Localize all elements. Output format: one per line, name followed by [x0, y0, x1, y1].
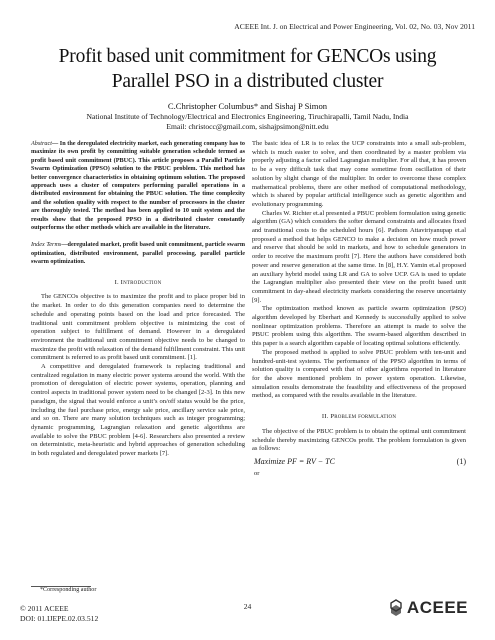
section-heading-introduction: I. Introduction	[114, 278, 162, 286]
paragraph: The basic idea of LR is to relax the UCP constraints into a small sub-problem, which is much easier to solve, and then coordinated by a master problem via properly adjusting a factor called Lagrangian multiplier. For all that, it has proven to be a very difficult task that may come sometime from oscillation of their solution by slight change of the multiplier. In order to overcome these complex mathematical problems, there are other method of computational methodology, which is shared by popular artificial intelligence such as genetic algorithm and evolutionary programming.	[252, 140, 466, 208]
index-terms	[31, 241, 245, 266]
equation-1	[252, 458, 466, 467]
aceee-logo-mark-icon	[389, 599, 403, 617]
left-column	[31, 140, 245, 459]
author-names: C.Christopher Columbus* and Sishaj P Simon	[167, 101, 328, 111]
paragraph: A competitive and deregulated framework is replacing traditional and centralized regulation in many electric power systems around the world. With the promotion of deregulation of electric power systems, operation, planning and control aspects in traditional power system need to be changed [2-3]. In this new paradigm, the signal that would enforce a unit’s on/off status would be the price, including the fuel purchase price, energy sale price, ancillary service sale price, and so on. There are many solution techniques such as integer programming; dynamic programming, Lagrangian relaxation and genetic algorithms are available to solve the PBUC problem [4-6]. Researchers also presented a review on deterministic, meta-heuristic and hybrid approaches of generation scheduling in both regulated and deregulated power markets [7].	[31, 363, 245, 458]
paragraph: The proposed method is applied to solve PBUC problem with ten-unit and hundred-unit-test systems. The performance of the PPSO algorithm in terms of solution quality is compared with that of other algorithms reported in literature for the above mentioned problem in power system operation. Likewise, simulation results demonstrate the feasibility and effectiveness of the proposed method, as compared with the results available in the literature.	[252, 348, 466, 400]
equation-number: (1)	[456, 456, 466, 466]
footer-doi: DOI: 01.IJEPE.02.03.512	[20, 614, 99, 623]
page-number: 24	[243, 602, 252, 611]
section-heading-problem-formulation: II. Problem formulation	[321, 413, 397, 421]
author-block	[0, 101, 495, 132]
index-terms-body: —deregulated market, profit based unit commitment, particle swarm optimization, distributed environment, parallel processing, parallel particle swarm optimization.	[31, 241, 245, 266]
abstract	[31, 140, 245, 232]
affiliation: National Institute of Technology/Electrical and Electronics Engineering, Tiruchirapalli, Tamil Nadu, India	[86, 112, 409, 121]
paragraph: The optimization method known as particle swarm optimization (PSO) algorithm developed by Eberhart and Kennedy is successfully applied to solve nonlinear optimization problems. Therefore an attempt is made to solve the PBUC problem using this algorithm. The swarm-based algorithm described in this paper is a search algorithm capable of locating optimal solutions efficiently.	[252, 305, 466, 348]
right-column	[252, 140, 466, 478]
paper-title	[0, 44, 495, 94]
index-terms-lead: Index Terms	[31, 241, 62, 249]
footnote-corresponding-author: *Corresponding author	[40, 587, 97, 593]
footer-copyright: © 2011 ACEEE	[20, 604, 69, 613]
abstract-lead: Abstract	[31, 140, 52, 147]
running-header: ACEEE Int. J. on Electrical and Power Engineering, Vol. 02, No. 03, Nov 2011	[234, 22, 475, 31]
publisher-logo	[389, 598, 468, 618]
title-line-1: Profit based unit commitment for GENCOs using	[58, 46, 437, 67]
logo-text: ACEEE	[406, 598, 468, 617]
paragraph: The objective of the PBUC problem is to obtain the optimal unit commitment schedule thereby maximizing GENCOs profit. The problem formulation is given as follows:	[252, 427, 466, 453]
title-line-2: Parallel PSO in a distributed cluster	[111, 71, 384, 92]
paragraph: The GENCOs objective is to maximize the profit and to place proper bid in the market. In order to do this generation companies need to determine the schedule and operating points based on the load and price forecasted. The traditional unit commitment problem objective is minimizing the cost of operation subject to fulfillment of demand. However in a deregulated environment the traditional unit commitment objective needs to be changed to maximize the profit with relaxation of the demand fulfillment constraint. This unit commitment is referred to as profit based unit commitment. [1].	[31, 293, 245, 362]
equation-text: Maximize PF = RV − TC	[254, 456, 335, 466]
paragraph: Charles W. Richter et.al presented a PBUC problem formulation using genetic algorithm (GA) which considers the softer demand constraints and allocates fixed and transitional costs to the scheduled hours [6]. Pathom Attaviriyanupap et.al proposed a method that helps GENCO to make a decision on how much power and reserve that should be sold in markets, and how to schedule generators in order to receive the maximum profit [7]. Here the authors have considered both power and reserve generation at the same time. In [8], H.Y. Yamin et.al proposed an auxiliary hybrid model using LR and GA to solve UCP. GA is used to update the Lagrangian multiplier also presented their view on the profit based unit commitment in day-ahead electricity markets considering the reserve uncertainty [9].	[252, 209, 466, 304]
or-text: or	[254, 469, 260, 477]
author-email: Email: christocc@gmail.com, sishajpsimon@nitt.edu	[166, 122, 329, 131]
abstract-body: — In the deregulated electricity market, each generating company has to maximize its own profit by committing suitable generation schedule termed as profit based unit commitment (PBUC). This article proposes a Parallel Particle Swarm Optimization (PPSO) solution to the PBUC problem. This method has better convergence characteristics in obtaining optimum solution. The proposed approach uses a cluster of computers performing parallel operations in a distributed environment for obtaining the PBUC solution. The time complexity and the solution quality with respect to the number of processors in the cluster are thoroughly tested. The method has been applied to 10 unit system and the results show that the proposed PPSO in a distributed cluster constantly outperforms the other methods which are available in the literature.	[31, 140, 245, 232]
